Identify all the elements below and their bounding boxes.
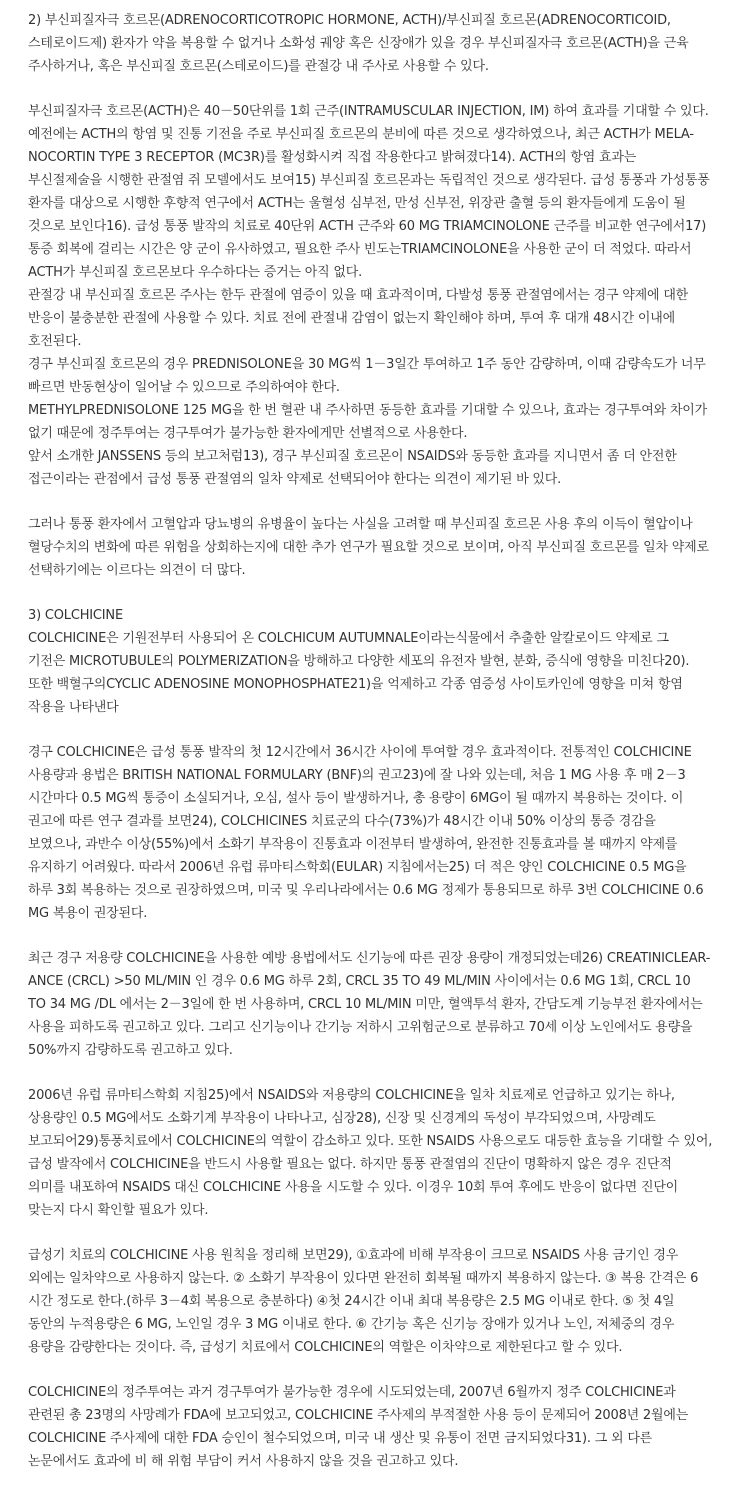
text-line: 예전에는 ACTH의 항염 및 진통 기전을 주로 부신피질 호르몬의 분비에 따른 것으로 생각하였으나, 최근 ACTH가 MELA-: [28, 127, 694, 142]
section-heading: 3) COLCHICINE: [28, 608, 123, 623]
text-line: 권고에 따른 연구 결과를 보면24), COLCHICINES 치료군의 다수(73%)가 48시간 이내 50% 이상의 통증 경감을: [28, 814, 656, 829]
text-line: COLCHICINE의 정주투여는 과거 경구투여가 불가능한 경우에 시도되었는데, 2007년 6월까지 정주 COLCHICINE과: [28, 1385, 676, 1400]
text-line: 동안의 누적용량은 6 MG, 노인일 경우 3 MG 이내로 한다. ⑥ 간기능 혹은 신기능 장애가 있거나 노인, 저체중의 경우: [28, 1317, 675, 1332]
text-line: 사용량과 용법은 BRITISH NATIONAL FORMULARY (BNF)의 권고23)에 잘 나와 있는데, 처음 1 MG 사용 후 매 2－3: [28, 768, 686, 783]
text-line: ACTH가 부신피질 호르몬보다 우수하다는 증거는 아직 없다.: [28, 265, 363, 280]
text-line: 시간 정도로 한다.(하루 3－4회 복용으로 충분하다) ④첫 24시간 이내 최대 복용량은 2.5 MG 이내로 한다. ⑤ 첫 4일: [28, 1294, 675, 1309]
text-line: 기전은 MICROTUBULE의 POLYMERIZATION을 방해하고 다양한 세포의 유전자 발현, 분화, 증식에 영향을 미친다20).: [28, 654, 690, 669]
text-line: 경구 부신피질 호르몬의 경우 PREDNISOLONE을 30 MG씩 1－3일간 투여하고 1주 동안 감량하며, 이때 감량속도가 너무: [28, 357, 706, 372]
text-line: 경구 COLCHICINE은 급성 통풍 발작의 첫 12시간에서 36시간 사이에 투여할 경우 효과적이다. 전통적인 COLCHICINE: [28, 745, 692, 760]
text-line: 선택하기에는 이르다는 의견이 더 많다.: [28, 563, 246, 578]
text-line: 작용을 나타낸다: [28, 700, 119, 715]
text-line: 환자를 대상으로 시행한 후향적 연구에서 ACTH는 울혈성 심부전, 만성 신부전, 위장관 출혈 등의 환자들에게 도움이 될: [28, 196, 686, 211]
text-line: 관절강 내 부신피질 호르몬 주사는 한두 관절에 염증이 있을 때 효과적이며, 다발성 통풍 관절염에서는 경구 약제에 대한: [28, 288, 689, 303]
text-line: 것으로 보인다16). 급성 통풍 발작의 치료로 40단위 ACTH 근주와 60 MG TRIAMCINOLONE 근주를 비교한 연구에서17): [28, 219, 707, 234]
text-line: 접근이라는 관점에서 급성 통풍 관절염의 일차 약제로 선택되어야 한다는 의견이 제기된 바 있다.: [28, 472, 562, 487]
text-line: 혈당수치의 변화에 따른 위험을 상회하는지에 대한 추가 연구가 필요할 것으로 보이며, 아직 부신피질 호르몬를 일차 약제로: [28, 540, 709, 555]
text-line: ANCE (CRCL) >50 ML/MIN 인 경우 0.6 MG 하루 2회, CRCL 35 TO 49 ML/MIN 사이에서는 0.6 MG 1회, CRCL 10: [28, 974, 691, 989]
text-line: 하루 3회 복용하는 것으로 권장하였으며, 미국 및 우리나라에서는 0.6 MG 정제가 통용되므로 하루 3번 COLCHICINE 0.6: [28, 883, 704, 898]
text-line: 보였으나, 과반수 이상(55%)에서 소화기 부작용이 진통효과 이전부터 발생하여, 완전한 진통효과를 볼 때까지 약제를: [28, 837, 678, 852]
text-line: METHYLPREDNISOLONE 125 MG을 한 번 혈관 내 주사하면 동등한 효과를 기대할 수 있으나, 효과는 경구투여와 차이가: [28, 403, 708, 418]
text-line: 호전된다.: [28, 334, 82, 349]
text-line: 빠르면 반동현상이 일어날 수 있으므로 주의하여야 한다.: [28, 380, 340, 395]
text-line: 2) 부신피질자극 호르몬(ADRENOCORTICOTROPIC HORMONE, ACTH)/부신피질 호르몬(ADRENOCORTICOID,: [28, 13, 671, 28]
text-line: TO 34 MG /DL 에서는 2－3일에 한 번 사용하며, CRCL 10 ML/MIN 미만, 혈액투석 환자, 간담도계 기능부전 환자에서는: [28, 997, 703, 1012]
text-line: 외에는 일차약으로 사용하지 않는다. ② 소화기 부작용이 있다면 완전히 회복될 때까지 복용하지 않는다. ③ 복용 간격은 6: [28, 1271, 699, 1286]
text-line: 관련된 총 23명의 사망례가 FDA에 보고되었고, COLCHICINE 주사제의 부적절한 사용 등이 문제되어 2008년 2월에는: [28, 1408, 689, 1423]
text-line: 보고되어29)통풍치료에서 COLCHICINE의 역할이 감소하고 있다. 또한 NSAIDS 사용으로도 대등한 효능을 기대할 수 있어,: [28, 1134, 713, 1149]
text-line: 의미를 내포하여 NSAIDS 대신 COLCHICINE 사용을 시도할 수 있다. 이경우 10회 투여 후에도 반응이 없다면 진단이: [28, 1180, 679, 1195]
text-line: 유지하기 어려웠다. 따라서 2006년 유럽 류마티스학회(EULAR) 지침에서는25) 더 적은 양인 COLCHICINE 0.5 MG을: [28, 860, 687, 875]
text-line: MG 복용이 권장된다.: [28, 906, 148, 921]
text-line: 없기 때문에 정주투여는 경구투여가 불가능한 환자에게만 선별적으로 사용한다.: [28, 426, 468, 441]
text-line: 2006년 유럽 류마티스학회 지침25)에서 NSAIDS와 저용량의 COLCHICINE을 일차 치료제로 언급하고 있기는 하나,: [28, 1088, 675, 1103]
text-line: 또한 백혈구의CYCLIC ADENOSINE MONOPHOSPHATE21)을 억제하고 각종 염증성 사이토카인에 영향을 미쳐 항염: [28, 677, 683, 692]
text-line: COLCHICINE은 기원전부터 사용되어 온 COLCHICUM AUTUMNALE이라는식물에서 추출한 알칼로이드 약제로 그: [28, 631, 669, 646]
text-line: 스테로이드제) 환자가 약을 복용할 수 없거나 소화성 궤양 혹은 신장애가 있을 경우 부신피질자극 호르몬(ACTH)을 근육: [28, 36, 689, 51]
text-line: 앞서 소개한 JANSSENS 등의 보고처럼13), 경구 부신피질 호르몬이 NSAIDS와 동등한 효과를 지니면서 좀 더 안전한: [28, 449, 677, 464]
text-line: 부신피질자극 호르몬(ACTH)은 40－50단위를 1회 근주(INTRAMUSCULAR INJECTION, IM) 하여 효과를 기대할 수 있다.: [28, 104, 709, 119]
text-line: 논문에서도 효과에 비 해 위험 부담이 커서 사용하지 않을 것을 권고하고 있다.: [28, 1454, 459, 1469]
text-line: 50%까지 감량하도록 권고하고 있다.: [28, 1043, 233, 1058]
text-line: 급성 발작에서 COLCHICINE을 반드시 사용할 필요는 없다. 하지만 통풍 관절염의 진단이 명확하지 않은 경우 진단적: [28, 1157, 672, 1172]
text-line: NOCORTIN TYPE 3 RECEPTOR (MC3R)를 활성화시켜 직접 작용한다고 밝혀졌다14). ACTH의 항염 효과는: [28, 150, 637, 165]
text-line: COLCHICINE 주사제에 대한 FDA 승인이 철수되었으며, 미국 내 생산 및 유통이 전면 금지되었다31). 그 외 다른: [28, 1431, 653, 1446]
text-line: 반응이 불충분한 관절에 사용할 수 있다. 치료 전에 관절내 감염이 없는지 확인해야 하며, 투여 후 대개 48시간 이내에: [28, 311, 675, 326]
text-line: 주사하거나, 혹은 부신피질 호르몬(스테로이드)를 관절강 내 주사로 사용할 수 있다.: [28, 59, 489, 74]
text-line: 맞는지 다시 확인할 필요가 있다.: [28, 1203, 209, 1218]
text-line: 급성기 치료의 COLCHICINE 사용 원칙을 정리해 보면29), ①효과에 비해 부작용이 크므로 NSAIDS 사용 금기인 경우: [28, 1248, 679, 1263]
text-line: 상용량인 0.5 MG에서도 소화기계 부작용이 나타나고, 심장28), 신장 및 신경계의 독성이 부각되었으며, 사망례도: [28, 1111, 656, 1126]
text-line: 최근 경구 저용량 COLCHICINE을 사용한 예방 용법에서도 신기능에 따른 권장 용량이 개정되었는데26) CREATINICLEAR-: [28, 951, 711, 966]
text-line: 시간마다 0.5 MG씩 통증이 소실되거나, 오심, 설사 등이 발생하거나, 총 용량이 6MG이 될 때까지 복용하는 것이다. 이: [28, 791, 684, 806]
text-line: 부신절제술을 시행한 관절염 쥐 모델에서도 보여15) 부신피질 호르몬과는 독립적인 것으로 생각된다. 급성 통풍과 가성통풍: [28, 173, 710, 188]
text-line: 통증 회복에 걸리는 시간은 양 군이 유사하였고, 필요한 주사 빈도는TRIAMCINOLONE을 사용한 군이 더 적었다. 따라서: [28, 242, 692, 257]
text-line: 그러나 통풍 환자에서 고혈압과 당뇨병의 유병율이 높다는 사실을 고려할 때 부신피질 호르몬 사용 후의 이득이 혈압이나: [28, 517, 693, 532]
text-line: 용량을 감량한다는 것이다. 즉, 급성기 치료에서 COLCHICINE의 역할은 이차약으로 제한된다고 할 수 있다.: [28, 1340, 623, 1355]
text-line: 사용을 피하도록 권고하고 있다. 그리고 신기능이나 간기능 저하시 고위험군으로 분류하고 70세 이상 노인에서도 용량을: [28, 1020, 693, 1035]
